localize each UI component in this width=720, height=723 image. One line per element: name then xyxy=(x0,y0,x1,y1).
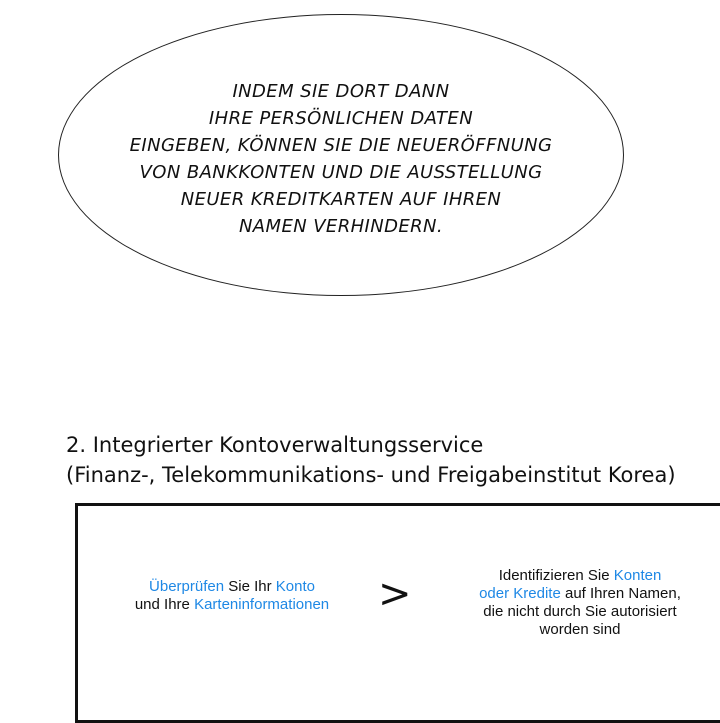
speech-bubble-text xyxy=(58,78,624,240)
step-line xyxy=(112,596,352,614)
step-identify-accounts xyxy=(450,567,710,639)
section-heading xyxy=(66,430,716,490)
step-text: Identifizieren Sie xyxy=(498,567,614,584)
section-title: 2. Integrierter Kontoverwaltungsservice xyxy=(66,433,484,457)
step-line xyxy=(450,567,710,585)
highlight-text: Konto xyxy=(275,578,315,595)
step-line: die nicht durch Sie autorisiert xyxy=(483,603,677,620)
bubble-line: NEUER KREDITKARTEN AUF IHREN xyxy=(180,189,502,210)
step-text: und Ihre xyxy=(134,596,195,613)
bubble-line: VON BANKKONTEN UND DIE AUSSTELLUNG xyxy=(139,162,543,183)
highlight-text: Karteninformationen xyxy=(194,596,330,613)
bubble-line: INDEM SIE DORT DANN xyxy=(232,81,450,102)
step-line xyxy=(450,585,710,603)
step-line: worden sind xyxy=(539,621,621,638)
bubble-line: NAMEN VERHINDERN. xyxy=(238,216,444,237)
highlight-text: Überprüfen xyxy=(149,578,225,595)
arrow-right-icon: > xyxy=(378,571,412,617)
step-text: auf Ihren Namen, xyxy=(560,585,681,602)
highlight-text: Konten xyxy=(613,567,662,584)
bubble-line: EINGEBEN, KÖNNEN SIE DIE NEUERÖFFNUNG xyxy=(129,135,553,156)
section-subtitle: (Finanz-, Telekommunikations- und Freigabeinstitut Korea) xyxy=(66,463,676,487)
highlight-text: oder Kredite xyxy=(479,585,561,602)
bubble-line: IHRE PERSÖNLICHEN DATEN xyxy=(208,108,474,129)
step-check-account xyxy=(112,578,352,614)
step-text: Sie Ihr xyxy=(224,578,276,595)
step-line xyxy=(112,578,352,596)
